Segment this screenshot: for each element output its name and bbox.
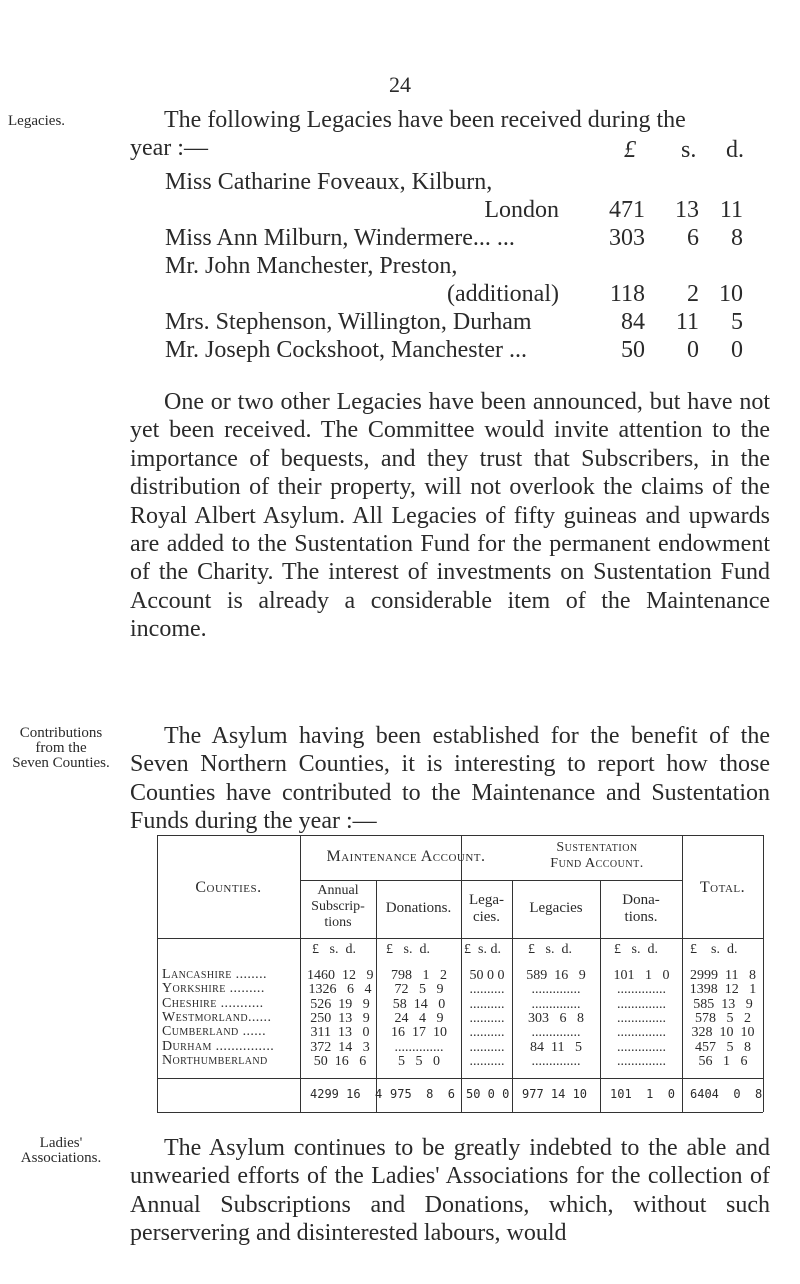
- unit-header-donations: £ s. d.: [386, 942, 430, 957]
- cell-annual: 250 13 9: [310, 1010, 370, 1026]
- cell-total: 328 10 10: [691, 1025, 755, 1041]
- cell-total: 2999 11 8: [690, 968, 756, 983]
- header-line: tions.: [624, 909, 658, 925]
- legacy-row: [165, 252, 765, 280]
- cell-donations: 58 14 0: [392, 996, 446, 1012]
- legacy-shillings: 6: [687, 225, 699, 251]
- unit-header-annual: £ s. d.: [312, 942, 356, 957]
- page-number: 24: [389, 72, 411, 97]
- cell-donations-sustentation: ..............: [617, 1025, 666, 1041]
- cell-legacies-maintenance: 50 0 0: [469, 968, 505, 983]
- cell-legacies-maintenance: ..........: [469, 1039, 505, 1055]
- legacy-shillings: 13: [675, 197, 699, 223]
- margin-note-line: Seven Counties.: [12, 755, 110, 771]
- table-rule-top: [157, 835, 763, 836]
- header-sustentation: [512, 840, 682, 872]
- header-legacies-maintenance: [461, 892, 512, 926]
- legacy-pence: 11: [719, 197, 743, 223]
- currency-pence-header: d.: [726, 137, 744, 163]
- legacy-pence: 10: [719, 281, 743, 307]
- cell-donations: 72 5 9: [394, 982, 444, 998]
- cell-total: 585 13 9: [693, 996, 753, 1012]
- intro-line-2: year :—: [130, 135, 208, 161]
- legacy-row: [165, 308, 765, 336]
- legacy-name: Mr. John Manchester, Preston,: [165, 253, 458, 279]
- cell-donations: 798 1 2: [391, 968, 447, 983]
- header-line: Subscrip-: [311, 899, 365, 914]
- currency-pounds-header: £: [624, 137, 636, 163]
- margin-note-legacies-text: Legacies.: [8, 113, 66, 129]
- header-line: Annual: [317, 883, 359, 898]
- table-rule-header-bottom: [157, 938, 763, 939]
- cell-annual: 526 19 9: [310, 996, 370, 1012]
- header-total: Total.: [699, 879, 746, 896]
- currency-shillings-header: s.: [681, 137, 697, 163]
- table-rule-bottom: [157, 1112, 763, 1113]
- cell-annual: 1326 6 4: [308, 982, 372, 998]
- paragraph-ladies: The Asylum continues to be greatly indebted to the able and unwearied efforts of the Ladies' Associations for the collection of Annual Subscriptions and Donations, which, without such perservering and disinterested labours, would: [130, 1135, 770, 1247]
- header-annual-subscriptions: [300, 883, 376, 931]
- unit-header-legacies-m: £ s. d.: [464, 942, 501, 957]
- margin-note-ladies: [2, 1136, 120, 1166]
- county-name: Northumberland: [162, 1052, 268, 1068]
- legacy-pence: 8: [731, 225, 743, 251]
- legacy-pounds: 471: [609, 197, 645, 223]
- legacy-shillings: 11: [675, 309, 699, 335]
- table-vrule: [157, 835, 158, 1112]
- legacy-pounds: 50: [621, 337, 645, 363]
- cell-total: 1398 12 1: [689, 982, 757, 998]
- table-vrule: [461, 835, 462, 1112]
- legacy-pence: 5: [731, 309, 743, 335]
- cell-donations-sustentation: ..............: [617, 1010, 666, 1026]
- legacy-shillings: 2: [687, 281, 699, 307]
- header-legacies-sustentation: Legacies: [529, 900, 583, 916]
- header-sustentation-line: Sustentation: [556, 840, 638, 855]
- cell-legacies-sustentation: 589 16 9: [526, 968, 586, 983]
- table-vrule: [682, 835, 683, 1112]
- margin-note-line: Contributions: [19, 725, 103, 741]
- table-rule-header-mid: [300, 880, 682, 881]
- unit-header-total: £ s. d.: [690, 942, 738, 957]
- cell-legacies-maintenance: ..........: [469, 1053, 505, 1069]
- total-legacies-m: 50 0 0: [466, 1087, 510, 1101]
- margin-note-line: from the: [35, 740, 87, 756]
- legacy-pence: 0: [731, 337, 743, 363]
- legacy-row: [165, 224, 765, 252]
- legacy-shillings: 0: [687, 337, 699, 363]
- cell-annual: 1460 12 9: [307, 968, 373, 983]
- cell-legacies-maintenance: ..........: [469, 982, 505, 998]
- cell-donations-sustentation: ..............: [617, 996, 666, 1012]
- table-vrule: [763, 835, 764, 1112]
- cell-donations: 5 5 0: [398, 1053, 440, 1069]
- county-name: Lancashire ........: [162, 967, 267, 982]
- cell-legacies-sustentation: ..............: [531, 996, 581, 1012]
- cell-donations-sustentation: ..............: [617, 1039, 666, 1055]
- header-maintenance: Maintenance Account.: [326, 848, 486, 865]
- unit-header-legacies-s: £ s. d.: [528, 942, 572, 957]
- county-name: Cumberland ......: [162, 1024, 266, 1040]
- header-line: tions: [324, 915, 352, 930]
- cell-donations: 16 17 10: [391, 1025, 447, 1041]
- total-annual: 4299 16 4: [310, 1087, 383, 1101]
- legacy-place: (additional): [447, 281, 559, 307]
- cell-legacies-sustentation: 84 11 5: [530, 1039, 582, 1055]
- header-line: Lega-: [469, 892, 504, 908]
- header-donations: Donations.: [385, 900, 452, 916]
- cell-total: 457 5 8: [695, 1039, 751, 1055]
- cell-legacies-maintenance: ..........: [469, 1025, 505, 1041]
- legacy-name: Miss Catharine Foveaux, Kilburn,: [165, 169, 493, 195]
- total-total: 6404 0 8: [690, 1087, 763, 1101]
- cell-annual: 372 14 3: [310, 1039, 370, 1055]
- unit-header-donations-s: £ s. d.: [614, 942, 658, 957]
- paragraph-legacies: One or two other Legacies have been announced, but have not yet been received. The Committee would invite attention to the importance of bequests, and they trust that Subscribers, in the distribution of their property, will not overlook the claims of the Royal Albert Asylum. All Legacies of fifty guineas and upwards are added to the Sustentation Fund for the permanent endowment of the Charity. The interest of investments on Sustentation Fund Account is already a considerable item of the Maintenance income.: [130, 389, 770, 643]
- cell-legacies-sustentation: ..............: [531, 982, 581, 998]
- cell-legacies-sustentation: ..............: [531, 1025, 581, 1041]
- cell-legacies-maintenance: ..........: [469, 1010, 505, 1026]
- legacy-row: [165, 336, 765, 364]
- legacy-name: Mr. Joseph Cockshoot, Manchester ...: [165, 337, 527, 363]
- legacy-row: [165, 168, 765, 196]
- county-name: Durham ...............: [162, 1038, 275, 1054]
- county-name: Cheshire ...........: [162, 995, 264, 1011]
- header-donations-sustentation: [600, 892, 682, 926]
- legacy-name: Mrs. Stephenson, Willington, Durham: [165, 309, 532, 335]
- cell-total: 56 1 6: [698, 1053, 748, 1069]
- legacy-place: London: [484, 197, 559, 223]
- legacy-pounds: 118: [609, 281, 645, 307]
- cell-donations: 24 4 9: [394, 1010, 444, 1026]
- cell-legacies-sustentation: ..............: [531, 1053, 581, 1069]
- header-line: Dona-: [622, 892, 660, 908]
- header-counties: Counties.: [195, 879, 262, 896]
- header-sustentation-line: Fund Account.: [550, 856, 644, 871]
- cell-total: 578 5 2: [695, 1010, 751, 1026]
- county-name: Yorkshire .........: [162, 981, 265, 997]
- table-vrule: [300, 835, 301, 1112]
- legacy-pounds: 303: [609, 225, 645, 251]
- margin-note-legacies: [8, 114, 65, 129]
- cell-donations-sustentation: 101 1 0: [613, 968, 670, 983]
- cell-donations-sustentation: ..............: [617, 982, 666, 998]
- legacy-row: [165, 196, 765, 224]
- total-legacies-s: 977 14 10: [522, 1087, 588, 1101]
- table-rule-totals: [157, 1078, 763, 1079]
- legacy-name: Miss Ann Milburn, Windermere... ...: [165, 225, 515, 251]
- margin-note-line: Associations.: [20, 1150, 102, 1166]
- county-name: Westmorland......: [162, 1009, 272, 1025]
- cell-legacies-sustentation: 303 6 8: [528, 1010, 584, 1026]
- header-line: cies.: [472, 909, 501, 925]
- cell-legacies-maintenance: ..........: [469, 996, 505, 1012]
- legacy-row: [165, 280, 765, 308]
- cell-annual: 311 13 0: [310, 1025, 370, 1041]
- legacy-pounds: 84: [621, 309, 645, 335]
- margin-note-line: Ladies': [39, 1135, 83, 1151]
- margin-note-contributions: [2, 726, 120, 771]
- total-donations-s: 101 1 0: [610, 1087, 676, 1101]
- cell-donations-sustentation: ..............: [617, 1053, 666, 1069]
- intro-line-1: The following Legacies have been received during the: [164, 107, 686, 133]
- cell-donations: ..............: [394, 1039, 444, 1055]
- paragraph-counties: The Asylum having been established for the benefit of the Seven Northern Counties, it is interesting to report how those Counties have contributed to the Maintenance and Sustentation Funds during the year :—: [130, 723, 770, 835]
- total-donations: 975 8 6: [390, 1087, 456, 1101]
- cell-annual: 50 16 6: [313, 1053, 367, 1069]
